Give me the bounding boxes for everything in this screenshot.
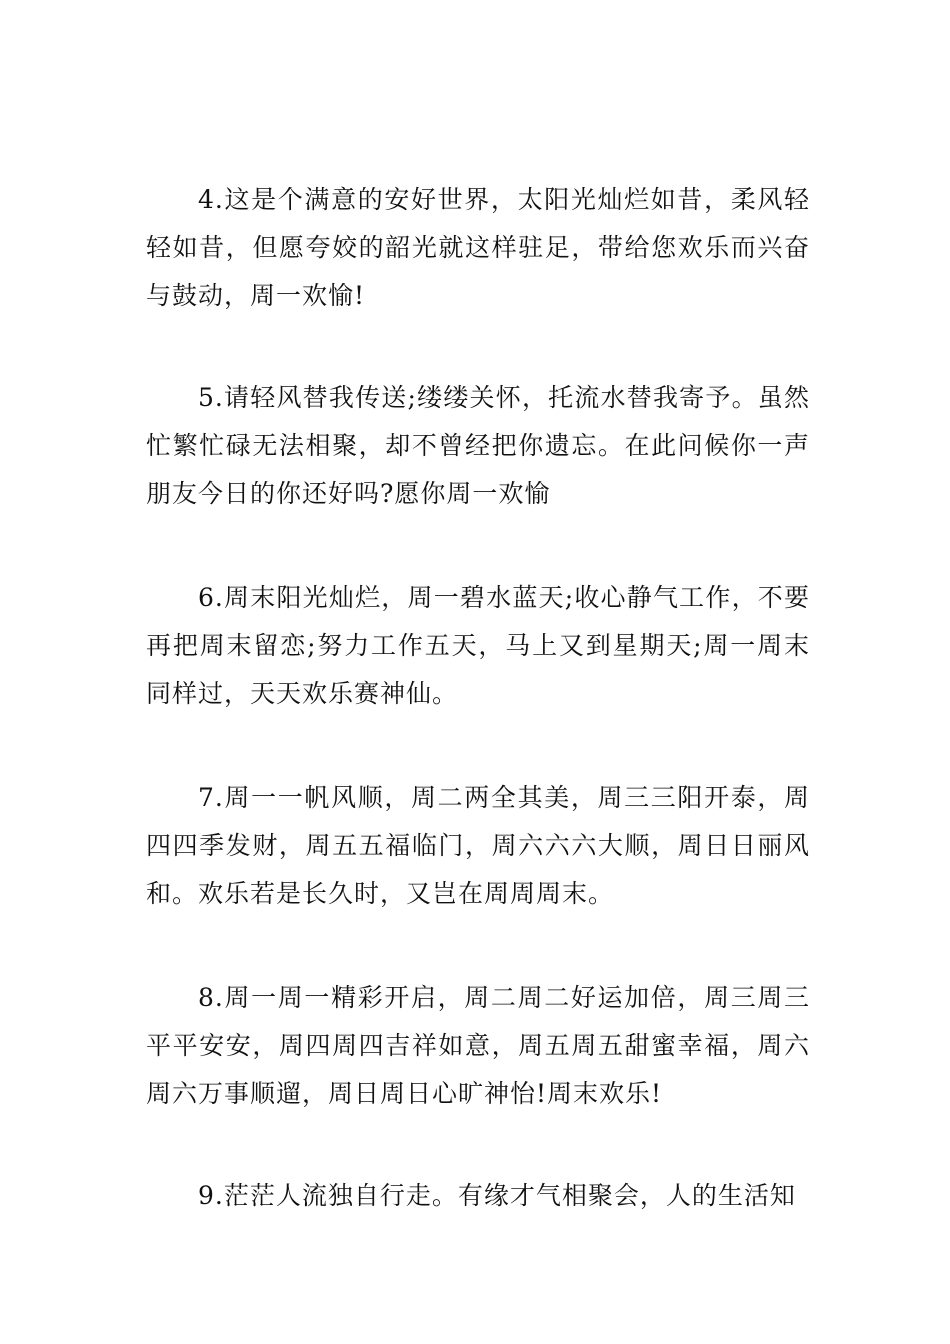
paragraph-item-9: 9.茫茫人流独自行走。有缘才气相聚会，人的生活知	[198, 1181, 796, 1210]
paragraph-item-5: 5.请轻风替我传送;缕缕关怀，托流水替我寄予。虽然忙繁忙碌无法相聚，却不曾经把你遗忘。在此问候你一声朋友今日的你还好吗?愿你周一欢愉	[146, 383, 810, 508]
paragraph-item-6: 6.周末阳光灿烂，周一碧水蓝天;收心静气工作，不要再把周末留恋;努力工作五天，马上又到星期天;周一周末同样过，天天欢乐赛神仙。	[146, 583, 810, 708]
paragraph-item-4: 4.这是个满意的安好世界，太阳光灿烂如昔，柔风轻轻如昔，但愿夸姣的韶光就这样驻足，带给您欢乐而兴奋与鼓动，周一欢愉!	[146, 185, 810, 310]
paragraph-item-8: 8.周一周一精彩开启，周二周二好运加倍，周三周三平平安安，周四周四吉祥如意，周五周五甜蜜幸福，周六周六万事顺遛，周日周日心旷神怡!周末欢乐!	[146, 983, 810, 1108]
paragraph-item-7: 7.周一一帆风顺，周二两全其美，周三三阳开泰，周四四季发财，周五五福临门，周六六六大顺，周日日丽风和。欢乐若是长久时，又岂在周周周末。	[146, 783, 810, 908]
